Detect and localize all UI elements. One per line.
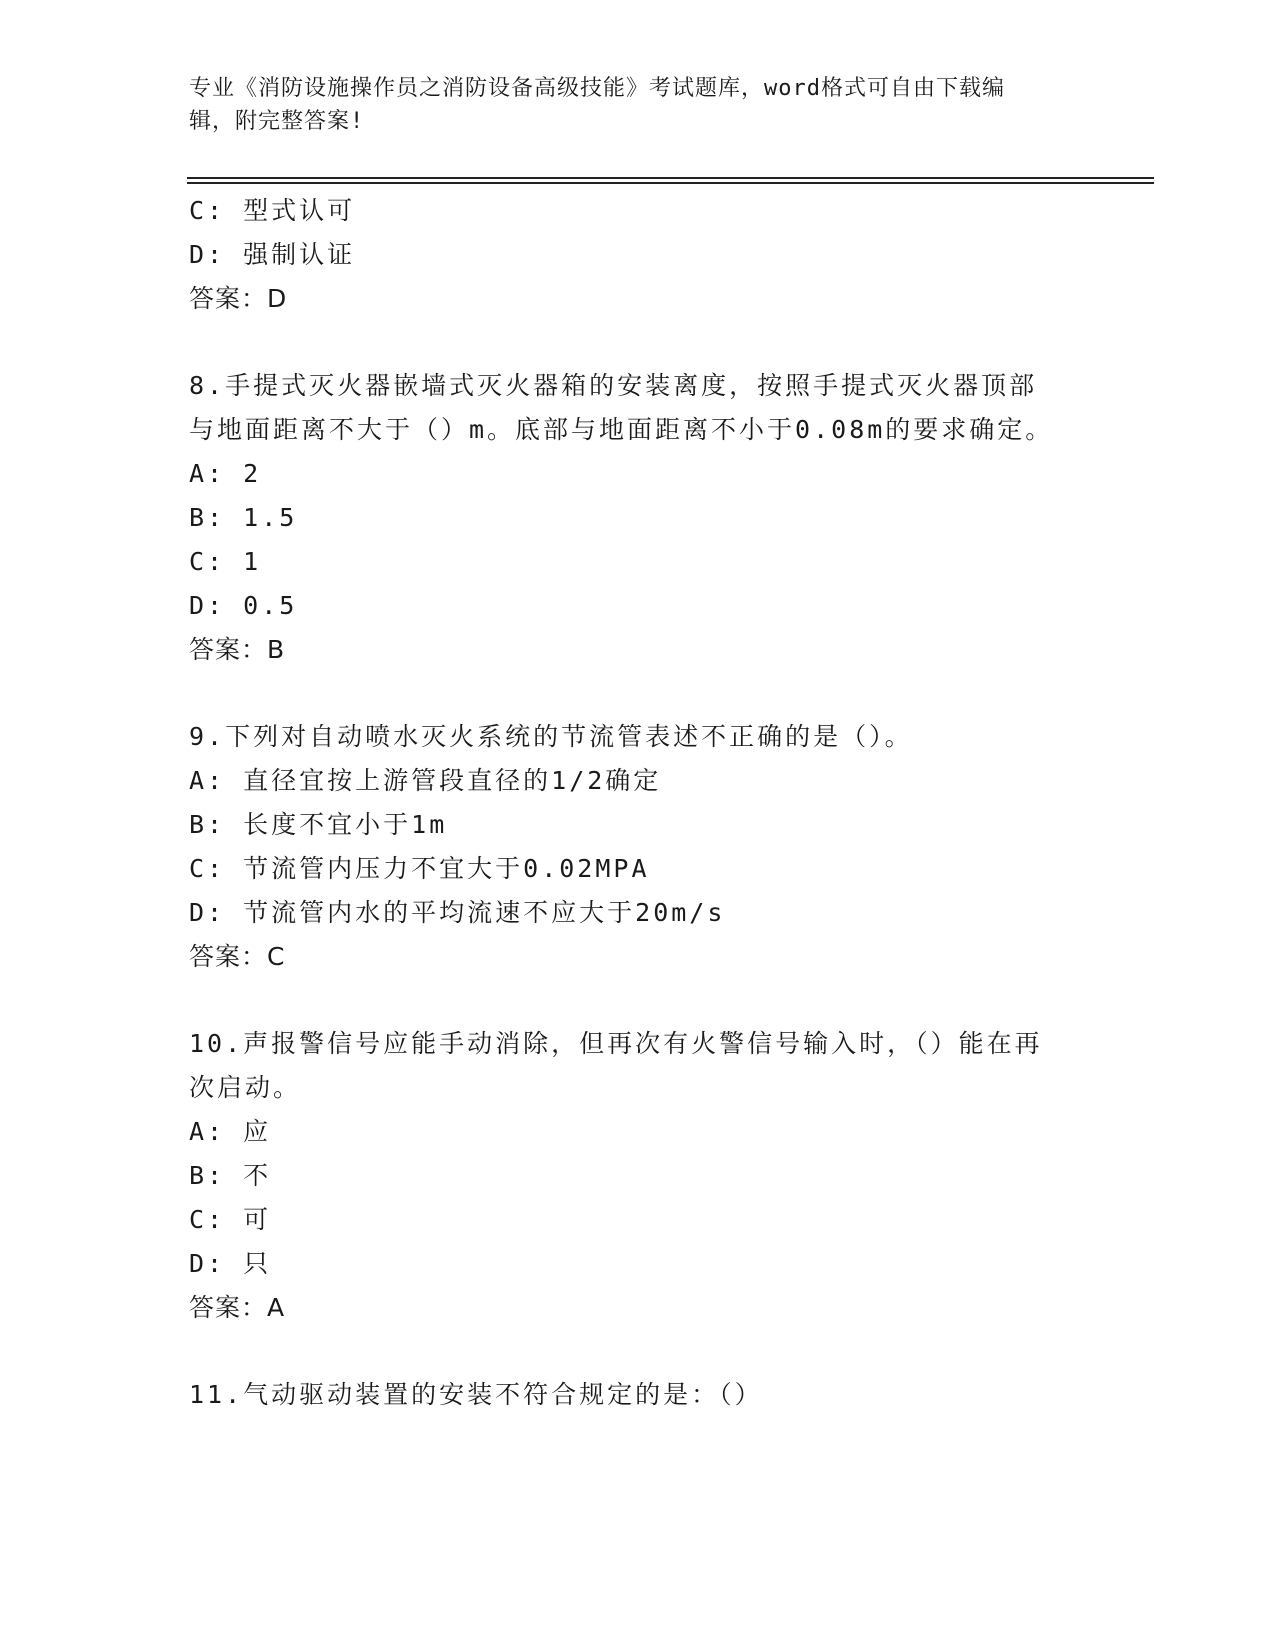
q9-answer: 答案：C: [189, 942, 286, 971]
q10-option-c: C: 可: [189, 1205, 272, 1234]
q8-option-c: C: 1: [189, 547, 262, 576]
q10-option-a: A: 应: [189, 1117, 272, 1146]
q8-stem-line-1: 8.手提式灭火器嵌墙式灭火器箱的安装离度，按照手提式灭火器顶部: [189, 371, 1038, 400]
q8-stem-line-2: 与地面距离不大于（）m。底部与地面距离不小于0.08m的要求确定。: [189, 415, 1054, 444]
q10-option-b: B: 不: [189, 1161, 272, 1190]
q7-answer: 答案：D: [189, 284, 288, 313]
q9-option-b: B: 长度不宜小于1m: [189, 810, 448, 839]
q8-option-d: D: 0.5: [189, 591, 298, 620]
q11-stem-line-1: 11.气动驱动装置的安装不符合规定的是：（）: [189, 1380, 763, 1409]
q10-option-d: D: 只: [189, 1249, 272, 1278]
q8-option-b: B: 1.5: [189, 503, 298, 532]
q10-stem-line-1: 10.声报警信号应能手动消除，但再次有火警信号输入时，（）能在再: [189, 1029, 1043, 1058]
q7-option-d: D: 强制认证: [189, 240, 356, 269]
q8-answer: 答案：B: [189, 635, 286, 664]
q9-option-c: C: 节流管内压力不宜大于0.02MPA: [189, 854, 650, 883]
header-divider-top: [187, 177, 1154, 179]
document-header: [189, 72, 1089, 138]
header-line-2: 辑，附完整答案!: [189, 109, 365, 134]
header-divider-bottom: [187, 182, 1154, 184]
q9-option-d: D: 节流管内水的平均流速不应大于20m/s: [189, 898, 726, 927]
q8-option-a: A: 2: [189, 459, 262, 488]
q10-answer: 答案：A: [189, 1293, 286, 1322]
header-line-1: 专业《消防设施操作员之消防设备高级技能》考试题库，word格式可自由下载编: [189, 76, 1005, 101]
q9-option-a: A: 直径宜按上游管段直径的1/2确定: [189, 766, 662, 795]
q10-stem-line-2: 次启动。: [189, 1073, 302, 1102]
q7-option-c: C: 型式认可: [189, 196, 356, 225]
q9-stem-line-1: 9.下列对自动喷水灭火系统的节流管表述不正确的是（）。: [189, 722, 913, 751]
